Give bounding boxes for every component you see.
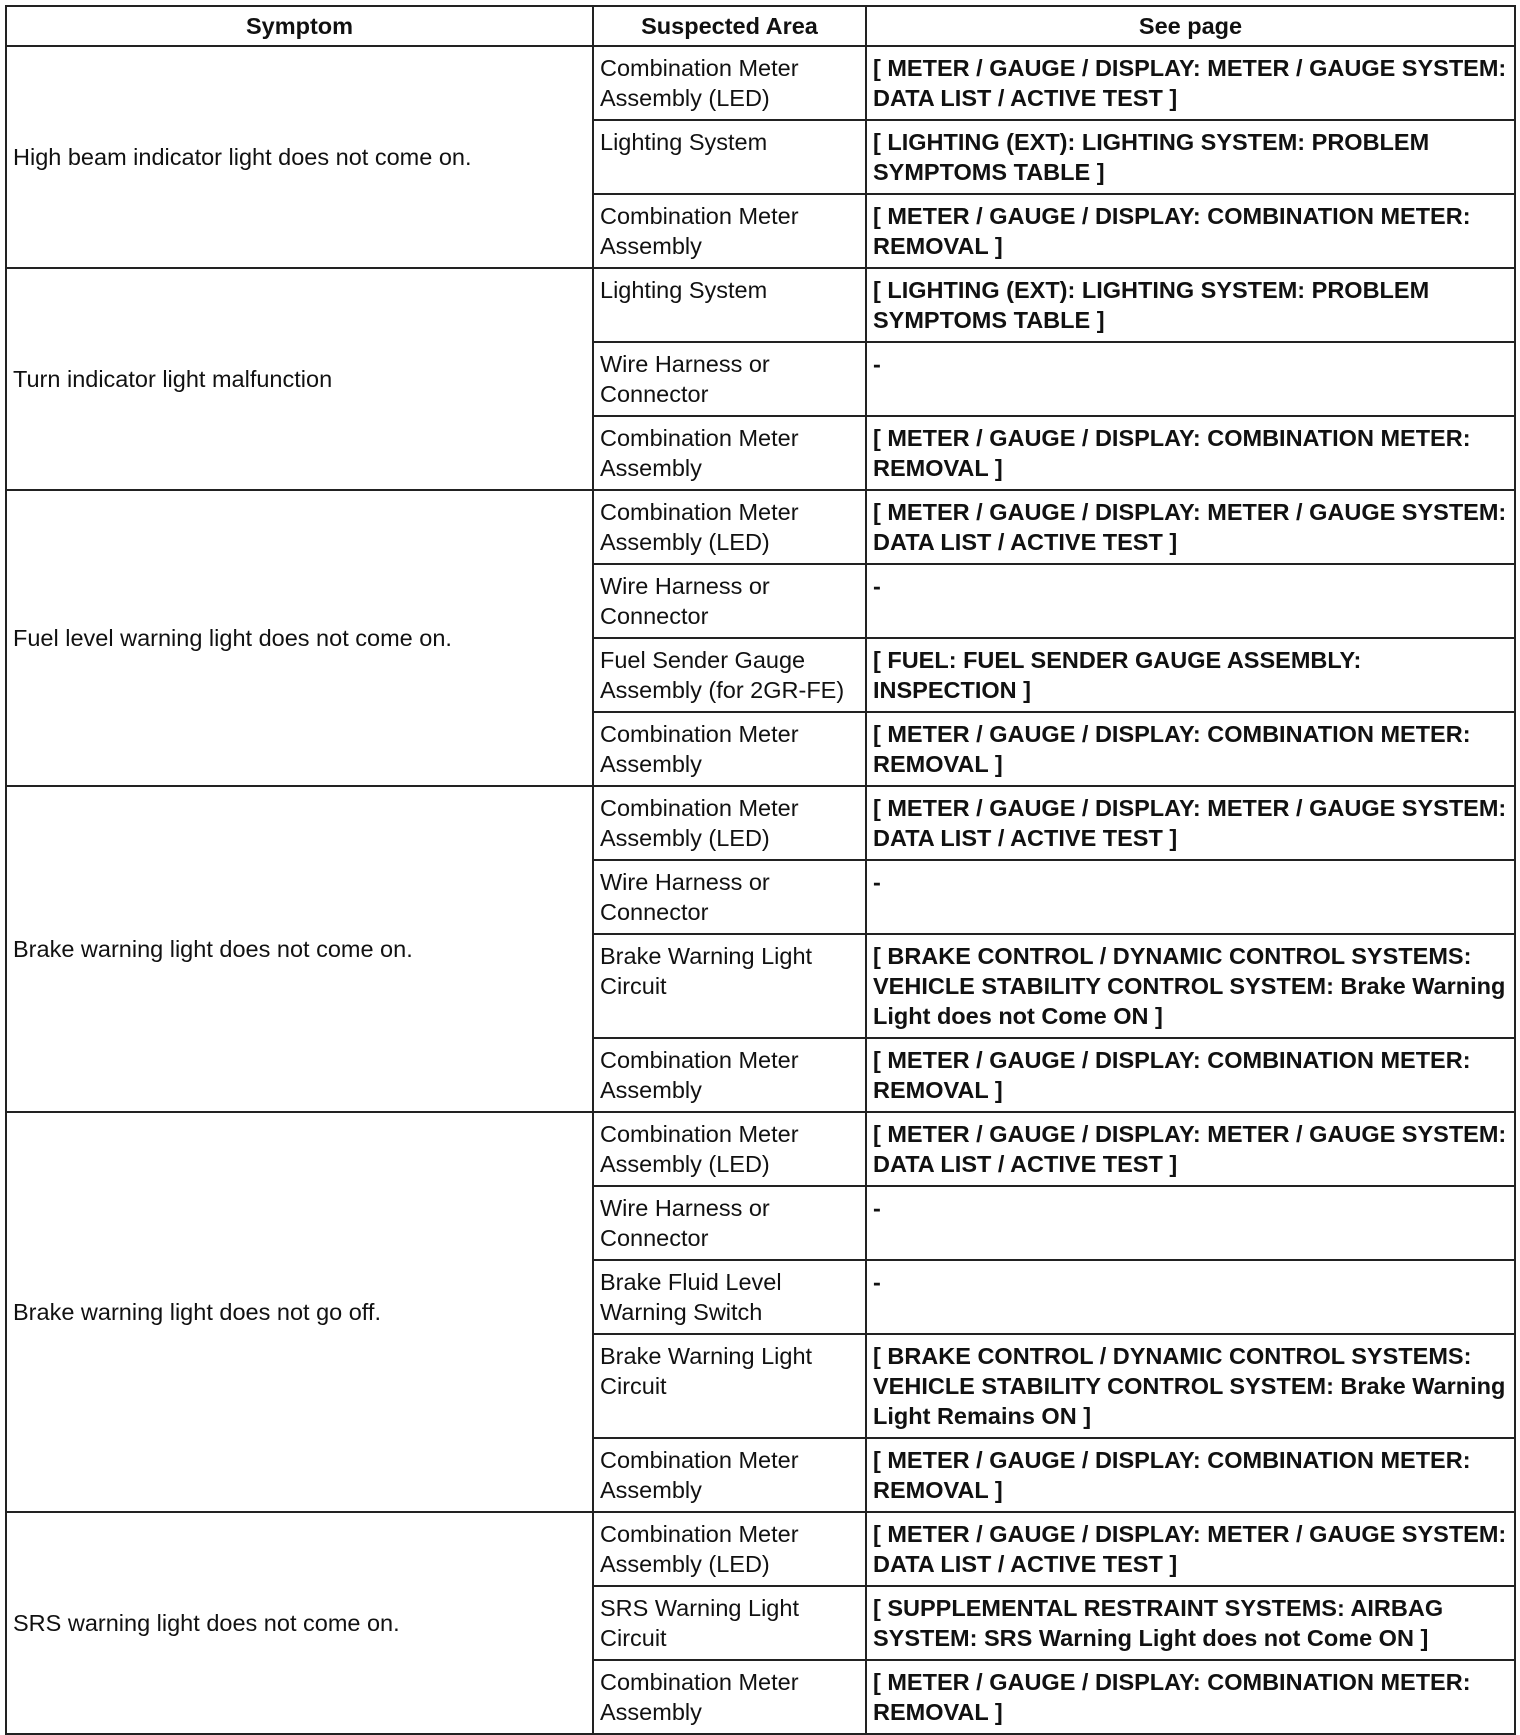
symptom-cell: SRS warning light does not come on.	[6, 1512, 593, 1734]
see-page-cell: -	[866, 1260, 1515, 1334]
see-page-cell: [ METER / GAUGE / DISPLAY: COMBINATION METER: REMOVAL ]	[866, 194, 1515, 268]
see-page-cell: [ METER / GAUGE / DISPLAY: COMBINATION METER: REMOVAL ]	[866, 1660, 1515, 1734]
see-page-cell: [ METER / GAUGE / DISPLAY: METER / GAUGE SYSTEM: DATA LIST / ACTIVE TEST ]	[866, 490, 1515, 564]
see-page-cell: -	[866, 342, 1515, 416]
see-page-cell: [ METER / GAUGE / DISPLAY: METER / GAUGE SYSTEM: DATA LIST / ACTIVE TEST ]	[866, 46, 1515, 120]
suspected-area-cell: Lighting System	[593, 268, 866, 342]
table-row	[6, 46, 1515, 120]
see-page-cell: [ METER / GAUGE / DISPLAY: COMBINATION METER: REMOVAL ]	[866, 712, 1515, 786]
suspected-area-cell: Lighting System	[593, 120, 866, 194]
see-page-cell: [ SUPPLEMENTAL RESTRAINT SYSTEMS: AIRBAG SYSTEM: SRS Warning Light does not Come ON ]	[866, 1586, 1515, 1660]
table-row	[6, 490, 1515, 564]
see-page-cell: [ FUEL: FUEL SENDER GAUGE ASSEMBLY: INSPECTION ]	[866, 638, 1515, 712]
table-row	[6, 268, 1515, 342]
suspected-area-cell: Combination Meter Assembly	[593, 1660, 866, 1734]
suspected-area-cell: Combination Meter Assembly	[593, 194, 866, 268]
header-suspected-area: Suspected Area	[593, 6, 866, 46]
see-page-cell: [ METER / GAUGE / DISPLAY: COMBINATION METER: REMOVAL ]	[866, 416, 1515, 490]
symptom-cell: Brake warning light does not go off.	[6, 1112, 593, 1512]
see-page-cell: [ LIGHTING (EXT): LIGHTING SYSTEM: PROBLEM SYMPTOMS TABLE ]	[866, 268, 1515, 342]
suspected-area-cell: Combination Meter Assembly (LED)	[593, 490, 866, 564]
suspected-area-cell: Combination Meter Assembly (LED)	[593, 46, 866, 120]
table-row	[6, 1112, 1515, 1186]
see-page-cell: [ LIGHTING (EXT): LIGHTING SYSTEM: PROBLEM SYMPTOMS TABLE ]	[866, 120, 1515, 194]
suspected-area-cell: SRS Warning Light Circuit	[593, 1586, 866, 1660]
suspected-area-cell: Combination Meter Assembly	[593, 1438, 866, 1512]
suspected-area-cell: Combination Meter Assembly	[593, 1038, 866, 1112]
header-see-page: See page	[866, 6, 1515, 46]
suspected-area-cell: Wire Harness or Connector	[593, 342, 866, 416]
symptom-cell: Brake warning light does not come on.	[6, 786, 593, 1112]
suspected-area-cell: Brake Fluid Level Warning Switch	[593, 1260, 866, 1334]
symptom-cell: Fuel level warning light does not come on.	[6, 490, 593, 786]
header-symptom: Symptom	[6, 6, 593, 46]
table-header-row	[6, 6, 1515, 46]
see-page-cell: -	[866, 1186, 1515, 1260]
see-page-cell: -	[866, 564, 1515, 638]
see-page-cell: [ BRAKE CONTROL / DYNAMIC CONTROL SYSTEMS: VEHICLE STABILITY CONTROL SYSTEM: Brake Warning Light does not Come ON ]	[866, 934, 1515, 1038]
suspected-area-cell: Combination Meter Assembly (LED)	[593, 786, 866, 860]
see-page-cell: [ BRAKE CONTROL / DYNAMIC CONTROL SYSTEMS: VEHICLE STABILITY CONTROL SYSTEM: Brake Warning Light Remains ON ]	[866, 1334, 1515, 1438]
see-page-cell: -	[866, 860, 1515, 934]
suspected-area-cell: Combination Meter Assembly (LED)	[593, 1512, 866, 1586]
symptom-cell: Turn indicator light malfunction	[6, 268, 593, 490]
suspected-area-cell: Wire Harness or Connector	[593, 564, 866, 638]
suspected-area-cell: Wire Harness or Connector	[593, 1186, 866, 1260]
table-body	[6, 46, 1515, 1734]
problem-symptoms-table	[5, 5, 1516, 1735]
suspected-area-cell: Wire Harness or Connector	[593, 860, 866, 934]
suspected-area-cell: Combination Meter Assembly	[593, 712, 866, 786]
see-page-cell: [ METER / GAUGE / DISPLAY: METER / GAUGE SYSTEM: DATA LIST / ACTIVE TEST ]	[866, 1112, 1515, 1186]
suspected-area-cell: Fuel Sender Gauge Assembly (for 2GR-FE)	[593, 638, 866, 712]
suspected-area-cell: Combination Meter Assembly (LED)	[593, 1112, 866, 1186]
see-page-cell: [ METER / GAUGE / DISPLAY: COMBINATION METER: REMOVAL ]	[866, 1038, 1515, 1112]
suspected-area-cell: Combination Meter Assembly	[593, 416, 866, 490]
suspected-area-cell: Brake Warning Light Circuit	[593, 934, 866, 1038]
see-page-cell: [ METER / GAUGE / DISPLAY: COMBINATION METER: REMOVAL ]	[866, 1438, 1515, 1512]
table-row	[6, 786, 1515, 860]
suspected-area-cell: Brake Warning Light Circuit	[593, 1334, 866, 1438]
symptom-cell: High beam indicator light does not come on.	[6, 46, 593, 268]
table-row	[6, 1512, 1515, 1586]
see-page-cell: [ METER / GAUGE / DISPLAY: METER / GAUGE SYSTEM: DATA LIST / ACTIVE TEST ]	[866, 786, 1515, 860]
see-page-cell: [ METER / GAUGE / DISPLAY: METER / GAUGE SYSTEM: DATA LIST / ACTIVE TEST ]	[866, 1512, 1515, 1586]
